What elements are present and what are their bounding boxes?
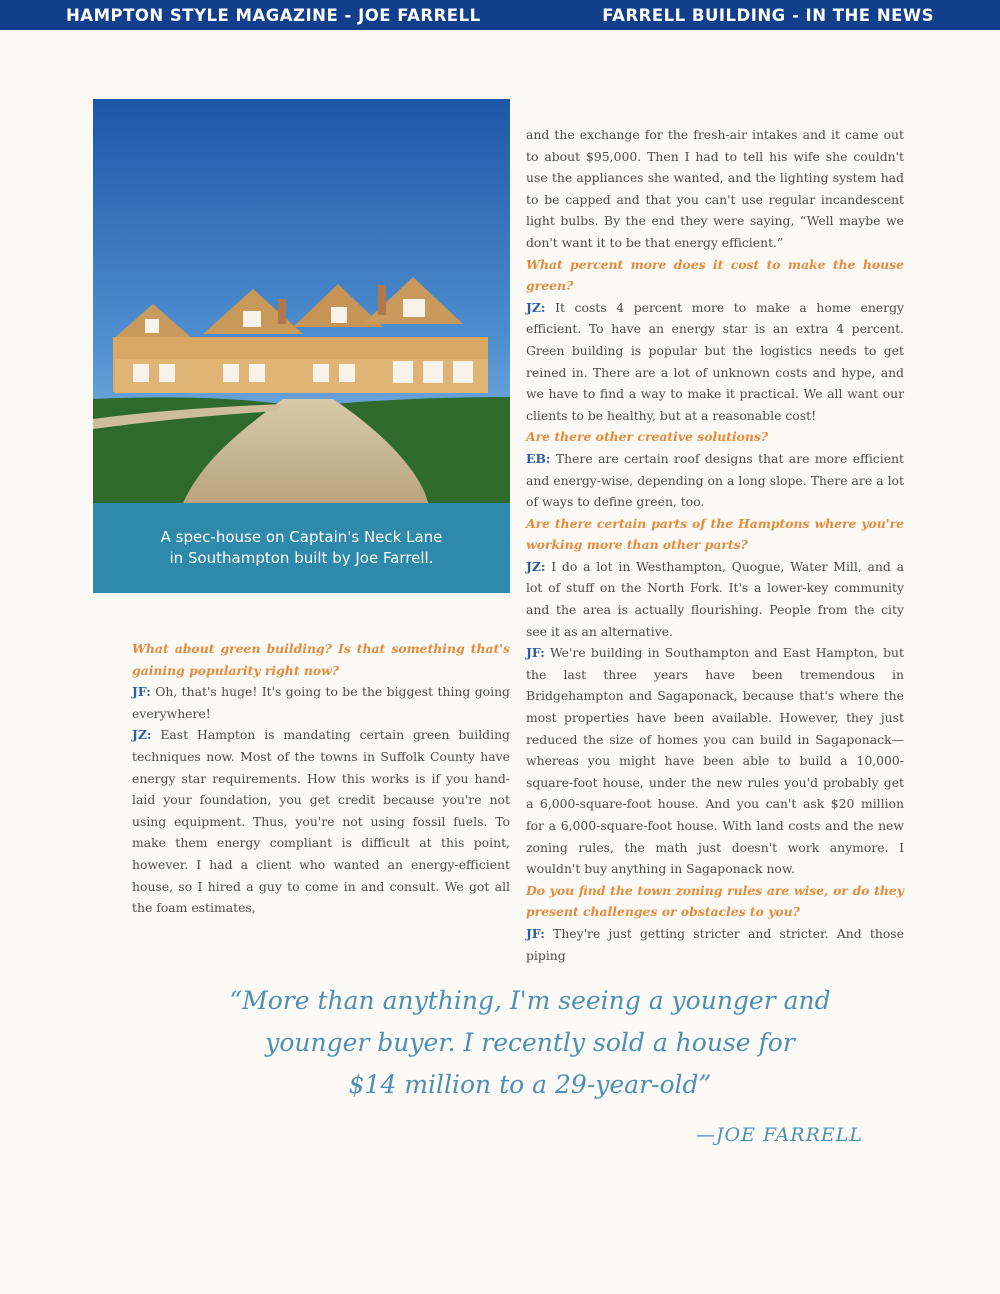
caption-line-2: in Southampton built by Joe Farrell.	[169, 549, 434, 567]
header-right-title: FARRELL BUILDING - IN THE NEWS	[602, 5, 934, 25]
pull-quote-attribution: —JOE FARRELL	[695, 1124, 863, 1146]
interview-question: Are there certain parts of the Hamptons where you're working more than other parts?	[526, 515, 904, 553]
photo-caption	[93, 503, 510, 593]
interview-answer	[526, 448, 904, 513]
interview-answer	[132, 681, 510, 724]
speaker-label: EB:	[526, 450, 551, 466]
interview-answer	[132, 724, 510, 918]
house-photo	[93, 99, 510, 593]
interview-answer	[526, 923, 904, 966]
body-paragraph: and the exchange for the fresh-air intakes and it came out to about $95,000. Then I had to tell his wife she couldn't use the appliances she wanted, and the lighting system had to be capped and that you can't use regular incandescent light bulbs. By the end they were saying, “Well maybe we don't want it to be that energy efficient.”	[526, 127, 904, 250]
speaker-label: JF:	[132, 684, 151, 700]
interview-question: Do you find the town zoning rules are wise, or do they present challenges or obstacles to you?	[526, 882, 904, 920]
right-article-column	[526, 124, 904, 966]
interview-answer	[526, 556, 904, 642]
speaker-label: JZ:	[526, 558, 546, 574]
answer-text: There are certain roof designs that are more efficient and energy-wise, depending on a long slope. There are a lot of ways to define green, too.	[526, 450, 904, 510]
pull-quote-line-2: younger buyer. I recently sold a house for	[265, 1028, 795, 1057]
answer-text: We're building in Southampton and East Hampton, but the last three years have been tremendous in Bridgehampton and Sagaponack, because that's where the most properties have been available. However, they just reduced the size of homes you can build in Sagaponack—whereas you might have been able to build a 10,000-square-foot house, under the new rules you'd probably get a 6,000-square-foot house. And you can't ask $20 million for a 6,000-square-foot house. With land costs and the new zoning rules, the math just doesn't work anymore. I wouldn't buy anything in Sagaponack now.	[526, 645, 904, 877]
left-article-column	[132, 638, 510, 919]
caption-line-1: A spec-house on Captain's Neck Lane	[160, 528, 443, 546]
answer-text: It costs 4 percent more to make a home energy efficient. To have an energy star is an extra 4 percent. Green building is popular but the logistics needs to get reined in. There are a lot of unknown costs and hype, and we have to find a way to make it practical. We all want our clients to be healthy, but at a reasonable cost!	[526, 299, 904, 423]
speaker-label: JF:	[526, 925, 545, 941]
interview-question: What percent more does it cost to make the house green?	[526, 256, 904, 294]
header-left-title: HAMPTON STYLE MAGAZINE - JOE FARRELL	[66, 5, 481, 25]
answer-text: I do a lot in Westhampton, Quogue, Water Mill, and a lot of stuff on the North Fork. It's a lower-key community and the area is actually flourishing. People from the city see it as an alternative.	[526, 558, 904, 639]
pull-quote-line-1: “More than anything, I'm seeing a younger and	[229, 986, 831, 1015]
answer-text: Oh, that's huge! It's going to be the biggest thing going everywhere!	[132, 684, 510, 721]
pull-quote	[160, 980, 900, 1106]
interview-question: Are there other creative solutions?	[526, 429, 769, 445]
interview-answer	[526, 297, 904, 427]
speaker-label: JZ:	[132, 727, 152, 743]
house-illustration	[93, 99, 510, 503]
header-bar	[0, 0, 1000, 30]
answer-text: East Hampton is mandating certain green building techniques now. Most of the towns in Suffolk County have energy star requirements. How this works is if you hand-laid your foundation, you get credit because you're not using equipment. Thus, you're not using fossil fuels. To make them energy compliant is difficult at this point, however. I had a client who wanted an energy-efficient house, so I hired a guy to come in and consult. We got all the foam estimates,	[132, 727, 510, 916]
speaker-label: JZ:	[526, 299, 546, 315]
speaker-label: JF:	[526, 645, 545, 661]
interview-question: What about green building? Is that something that's gaining popularity right now?	[132, 641, 510, 678]
interview-answer	[526, 642, 904, 880]
pull-quote-line-3: $14 million to a 29-year-old”	[348, 1070, 712, 1099]
answer-text: They're just getting stricter and stricter. And those piping	[526, 925, 904, 963]
